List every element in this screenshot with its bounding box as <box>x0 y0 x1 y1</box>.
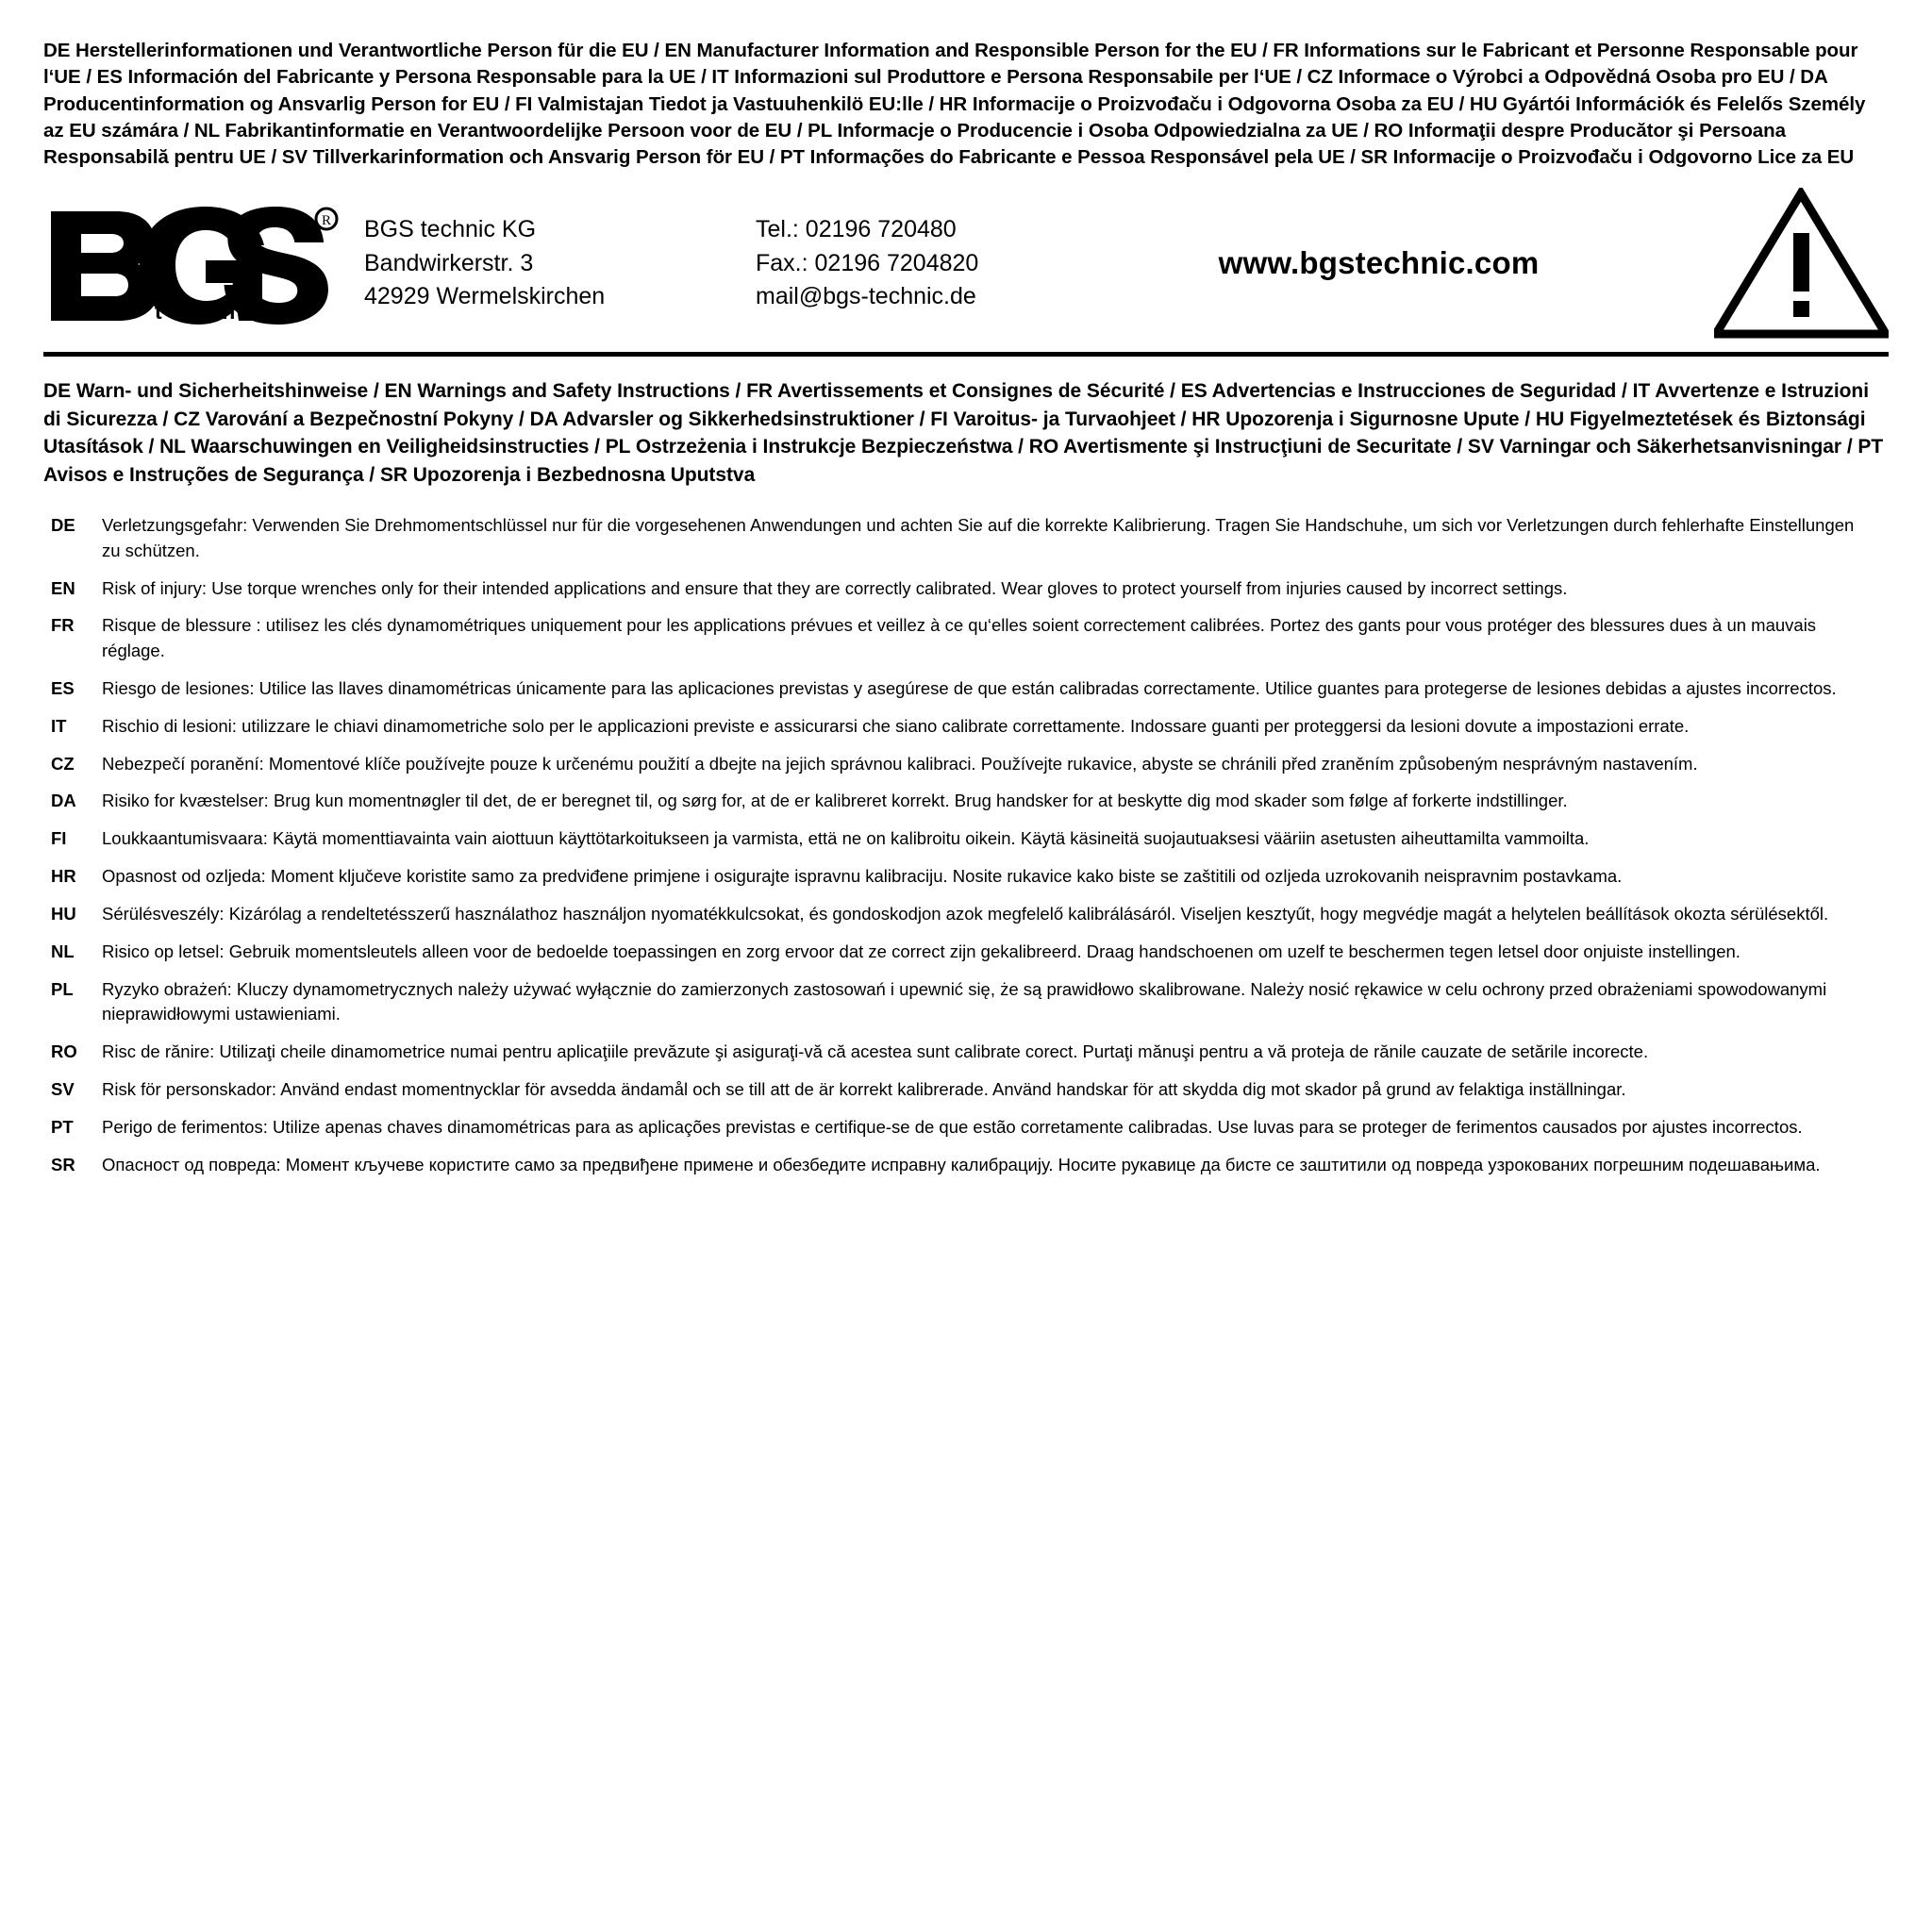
company-website[interactable]: www.bgstechnic.com <box>1218 245 1540 281</box>
warning-item <box>43 752 1889 777</box>
warning-text: Risiko for kvæstelser: Brug kun momentnøgler til det, de er beregnet til, og sørg for, at de er kalibreret korrekt. Brug handsker for at beskytte dig mod skader som følge af forkerte indstillinger. <box>102 791 1568 811</box>
company-name: BGS technic KG <box>364 216 537 243</box>
warning-lang-code: DA <box>51 791 76 811</box>
bgs-logo <box>43 202 355 325</box>
warning-text: Sérülésveszély: Kizárólag a rendeltetésszerű használathoz használjon nyomatékkulcsokat, és gondoskodjon azok megfelelő kalibrálásáról. Viseljen kesztyűt, hogy megvédje magát a helytelen beállítások okozta sérülésektől. <box>102 903 1829 924</box>
warning-text: Nebezpečí poranění: Momentové klíče používejte pouze k určenému použití a dbejte na jejich správnou kalibraci. Používejte rukavice, abyste se chránili před zraněním způsobeným nesprávným nastavením. <box>102 753 1698 774</box>
warning-lang-code: PL <box>51 978 74 999</box>
warning-item <box>43 940 1889 965</box>
warning-text: Risk of injury: Use torque wrenches only for their intended applications and ensure that they are correctly calibrated. Wear gloves to protect yourself from injuries caused by incorrect settings. <box>102 577 1568 598</box>
warning-text: Perigo de ferimentos: Utilize apenas chaves dinamométricas para as aplicações previstas e certifique-se de que estão corretamente calibradas. Use luvas para se proteger de ferimentos causados por ajustes incorrectos. <box>102 1116 1803 1137</box>
warning-lang-code: FR <box>51 615 75 636</box>
warning-lang-code: IT <box>51 715 67 736</box>
company-contact <box>756 213 1067 314</box>
warning-item <box>43 576 1889 602</box>
warning-text: Loukkaantumisvaara: Käytä momenttiavainta vain aiottuun käyttötarkoitukseen ja varmista, että ne on kalibroitu oikein. Käytä käsineitä suojautuaksesi vääriin asetusten aiheuttamilta vammoilta. <box>102 828 1590 849</box>
svg-text:technic: technic <box>155 299 271 325</box>
warning-text: Riesgo de lesiones: Utilice las llaves dinamométricas únicamente para las aplicaciones previstas y asegúrese de que están calibradas correctamente. Utilice guantes para protegerse de lesiones debidas a ajustes incorrectos. <box>102 678 1837 699</box>
warning-item <box>43 789 1889 814</box>
manufacturer-info-heading: DE Herstellerinformationen und Verantwortliche Person für die EU / EN Manufacturer Information and Responsible Person for the EU / FR Informations sur le Fabricant et Personne Responsable pour l‘UE / ES Información del Fabricante y Persona Responsable para la UE / IT Informazioni sul Produttore e Persona Responsabile per l‘UE / CZ Informace o Výrobci a Odpovědná Osoba pro EU / DA Producentinformation og Ansvarlig Person for EU / FI Valmistajan Tiedot ja Vastuuhenkilö EU:lle / HR Informacije o Proizvođaču i Odgovorna Osoba za EU / HU Gyártói Információk és Felelős Személy az EU számára / NL Fabrikantinformatie en Verantwoordelijke Persoon voor de EU / PL Informacje o Producencie i Osoba Odpowiedzialna za UE / RO Informaţii despre Producător şi Persoana Responsabilă pentru UE / SV Tillverkarinformation och Ansvarig Person för EU / PT Informações do Fabricante e Pessoa Responsável pela UE / SR Informacije o Proizvođaču i Odgovorno Lice za EU <box>43 40 1866 169</box>
company-info-band <box>43 188 1889 357</box>
warning-item <box>43 513 1889 564</box>
warning-item <box>43 1040 1889 1065</box>
company-fax: Fax.: 02196 7204820 <box>756 249 979 276</box>
warning-text: Verletzungsgefahr: Verwenden Sie Drehmomentschlüssel nur für die vorgesehenen Anwendungen und achten Sie auf die korrekte Kalibrierung. Tragen Sie Handschuhe, um sich vor Verletzungen durch fehlerhafte Einstellungen zu schützen. <box>102 514 1855 560</box>
warning-triangle-icon <box>1709 188 1889 339</box>
company-address <box>355 213 756 314</box>
warning-item <box>43 714 1889 740</box>
warning-lang-code: SR <box>51 1154 75 1174</box>
warning-item <box>43 826 1889 852</box>
bgs-logo-graphic <box>43 202 345 325</box>
warning-text: Ryzyko obrażeń: Kluczy dynamometrycznych należy używać wyłącznie do zamierzonych zastosowań i upewnić się, że są prawidłowo skalibrowane. Należy nosić rękawice w celu ochrony przed obrażeniami spowodowanymi nieprawidłowymi ustawieniami. <box>102 978 1827 1024</box>
warning-text: Опасност од повреда: Момент кључеве користите само за предвиђене примене и обезбедите исправну калибрацију. Носите рукавице да бисте се заштитили од повреда узрокованих погрешним подешавањима. <box>102 1154 1821 1174</box>
company-city: 42929 Wermelskirchen <box>364 283 606 310</box>
warning-lang-code: HR <box>51 866 76 887</box>
warning-text: Risico op letsel: Gebruik momentsleutels alleen voor de bedoelde toepassingen en zorg ervoor dat ze correct zijn gekalibreerd. Draag handschoenen om uzelf te beschermen tegen letsel door onjuiste instellingen. <box>102 941 1740 961</box>
warning-text: Opasnost od ozljeda: Moment ključeve koristite samo za predviđene primjene i osigurajte ispravnu kalibraciju. Nosite rukavice kako biste se zaštitili od ozljeda uzrokovanih neispravnim postavkama. <box>102 866 1623 887</box>
warning-item <box>43 1077 1889 1103</box>
warning-item <box>43 1115 1889 1141</box>
warning-lang-code: NL <box>51 941 75 961</box>
company-street: Bandwirkerstr. 3 <box>364 249 534 276</box>
warning-lang-code: RO <box>51 1041 77 1062</box>
warning-lang-code: PT <box>51 1116 74 1137</box>
company-email[interactable]: mail@bgs-technic.de <box>756 283 976 310</box>
warning-item <box>43 613 1889 664</box>
warning-text: Rischio di lesioni: utilizzare le chiavi dinamometriche solo per le applicazioni previste e assicurarsi che siano calibrate correttamente. Indossare guanti per proteggersi da lesioni dovute a impostazioni errate. <box>102 715 1690 736</box>
svg-text:R: R <box>321 213 332 229</box>
safety-section-heading: DE Warn- und Sicherheitshinweise / EN Warnings and Safety Instructions / FR Avertissements et Consignes de Sécurité / ES Advertencias e Instrucciones de Seguridad / IT Avvertenze e Istruzioni di Sicurezza / CZ Varování a Bezpečnostní Pokyny / DA Advarsler og Sikkerhedsinstruktioner / FI Varoitus- ja Turvaohjeet / HR Upozorenja i Sigurnosne Upute / HU Figyelmeztetések és Biztonsági Utasítások / NL Waarschuwingen en Veiligheidsinstructies / PL Ostrzeżenia i Instrukcje Bezpieczeństwa / RO Avertismente şi Instrucţiuni de Securitate / SV Varningar och Säkerhetsanvisningar / PT Avisos e Instruções de Segurança / SR Upozorenja i Bezbednosna Uputstva <box>43 380 1884 486</box>
warning-item <box>43 864 1889 890</box>
company-tel: Tel.: 02196 720480 <box>756 216 957 243</box>
warning-lang-code: EN <box>51 577 75 598</box>
warning-lang-code: HU <box>51 903 76 924</box>
warning-lang-code: CZ <box>51 753 75 774</box>
warning-text: Risk för personskador: Använd endast momentnycklar för avsedda ändamål och se till att de är korrekt kalibrerade. Använd handskar för att skydda dig mot skador på grund av felaktiga inställningar. <box>102 1078 1626 1099</box>
warning-list <box>43 513 1889 1177</box>
warning-text: Risque de blessure : utilisez les clés dynamométriques uniquement pour les applications prévues et veillez à ce qu‘elles soient correctement calibrées. Portez des gants pour vous protéger des blessures dues à un mauvais réglage. <box>102 615 1817 661</box>
warning-lang-code: DE <box>51 514 75 535</box>
warning-lang-code: SV <box>51 1078 75 1099</box>
warning-item <box>43 1153 1889 1178</box>
warning-lang-code: ES <box>51 678 75 699</box>
warning-text: Risc de rănire: Utilizaţi cheile dinamometrice numai pentru aplicaţiile prevăzute şi asiguraţi-vă că acestea sunt calibrate corect. Purtaţi mănuşi pentru a vă proteja de rănile cauzate de setările incorecte. <box>102 1041 1649 1062</box>
warning-item <box>43 977 1889 1028</box>
warning-item <box>43 902 1889 927</box>
warning-triangle-graphic <box>1714 188 1889 339</box>
warning-item <box>43 676 1889 702</box>
warning-lang-code: FI <box>51 828 67 849</box>
